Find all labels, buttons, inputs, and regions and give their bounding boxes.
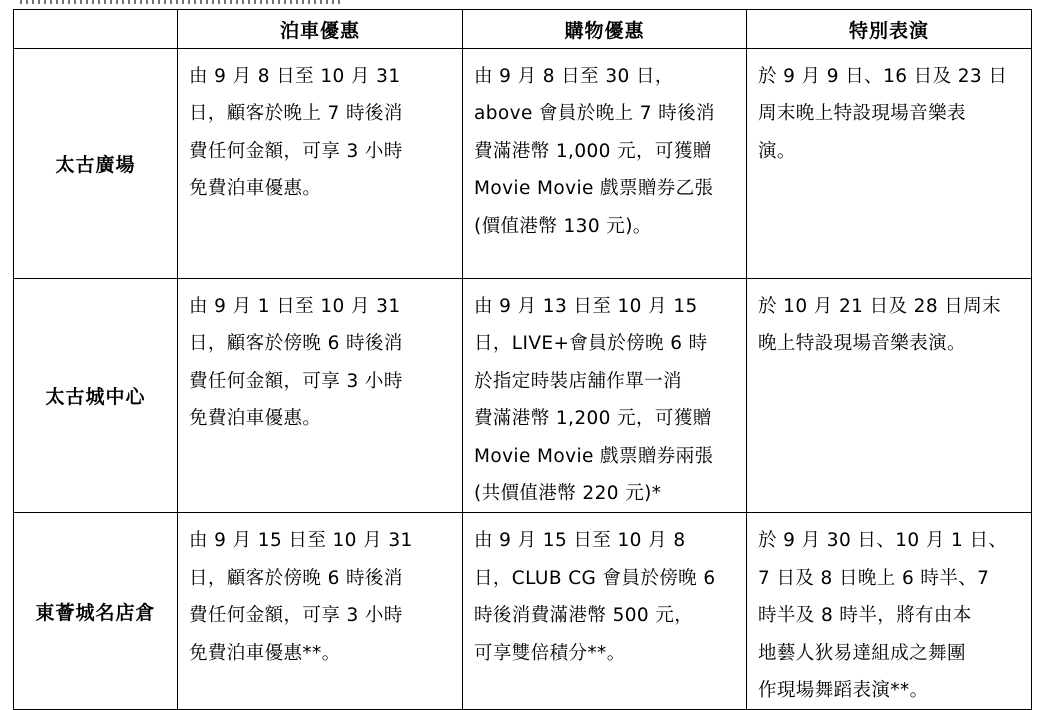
table-row (14, 513, 1032, 710)
special-performance-cell (747, 279, 1032, 513)
header-row (14, 10, 1032, 49)
corner-header-cell (14, 10, 178, 49)
shopping-offer-cell (463, 513, 747, 710)
shopping-offer-cell (463, 49, 747, 279)
clipped-text-fragment (20, 0, 340, 4)
venue-name: 東薈城名店倉 (14, 513, 178, 710)
special-performance-text: 於 10 月 21 日及 28 日周末 晚上特設現場音樂表演。 (758, 296, 1002, 355)
shopping-offer-cell (463, 279, 747, 513)
shopping-offer-text: 由 9 月 13 日至 10 月 15 日，LIVE+會員於傍晚 6 時 於指定時裝店舖作單一消 費滿港幣 1,200 元，可獲贈 Movie Movie 戲票贈券兩張 (共價值港幣 220 元)* (474, 296, 714, 505)
shopping-offer-header: 購物優惠 (463, 10, 747, 49)
special-performance-text: 於 9 月 9 日、16 日及 23 日 周末晚上特設現場音樂表 演。 (758, 66, 1008, 162)
special-performance-text: 於 9 月 30 日、10 月 1 日、 7 日及 8 日晚上 6 時半、7 時半及 8 時半，將有由本 地藝人狄易達組成之舞團 作現場舞蹈表演**。 (758, 530, 1008, 702)
parking-offer-text: 由 9 月 1 日至 10 月 31 日，顧客於傍晚 6 時後消 費任何金額，可享 3 小時 免費泊車優惠。 (189, 296, 403, 430)
special-performance-cell (747, 49, 1032, 279)
shopping-offer-text: 由 9 月 15 日至 10 月 8 日，CLUB CG 會員於傍晚 6 時後消費滿港幣 500 元， 可享雙倍積分**。 (474, 530, 716, 664)
shopping-offer-text: 由 9 月 8 日至 30 日， above 會員於晚上 7 時後消 費滿港幣 1,000 元，可獲贈 Movie Movie 戲票贈券乙張 (價值港幣 130 元)。 (474, 66, 715, 237)
table-row (14, 49, 1032, 279)
parking-offer-text: 由 9 月 15 日至 10 月 31 日，顧客於傍晚 6 時後消 費任何金額，可享 3 小時 免費泊車優惠**。 (189, 530, 413, 664)
parking-offer-header: 泊車優惠 (178, 10, 463, 49)
special-performance-header: 特別表演 (747, 10, 1032, 49)
special-performance-cell (747, 513, 1032, 710)
promotions-table (13, 9, 1032, 710)
venue-name: 太古城中心 (14, 279, 178, 513)
parking-offer-cell (178, 513, 463, 710)
venue-name: 太古廣場 (14, 49, 178, 279)
parking-offer-cell (178, 279, 463, 513)
parking-offer-cell (178, 49, 463, 279)
parking-offer-text: 由 9 月 8 日至 10 月 31 日，顧客於晚上 7 時後消 費任何金額，可享 3 小時 免費泊車優惠。 (189, 66, 403, 200)
table-row (14, 279, 1032, 513)
